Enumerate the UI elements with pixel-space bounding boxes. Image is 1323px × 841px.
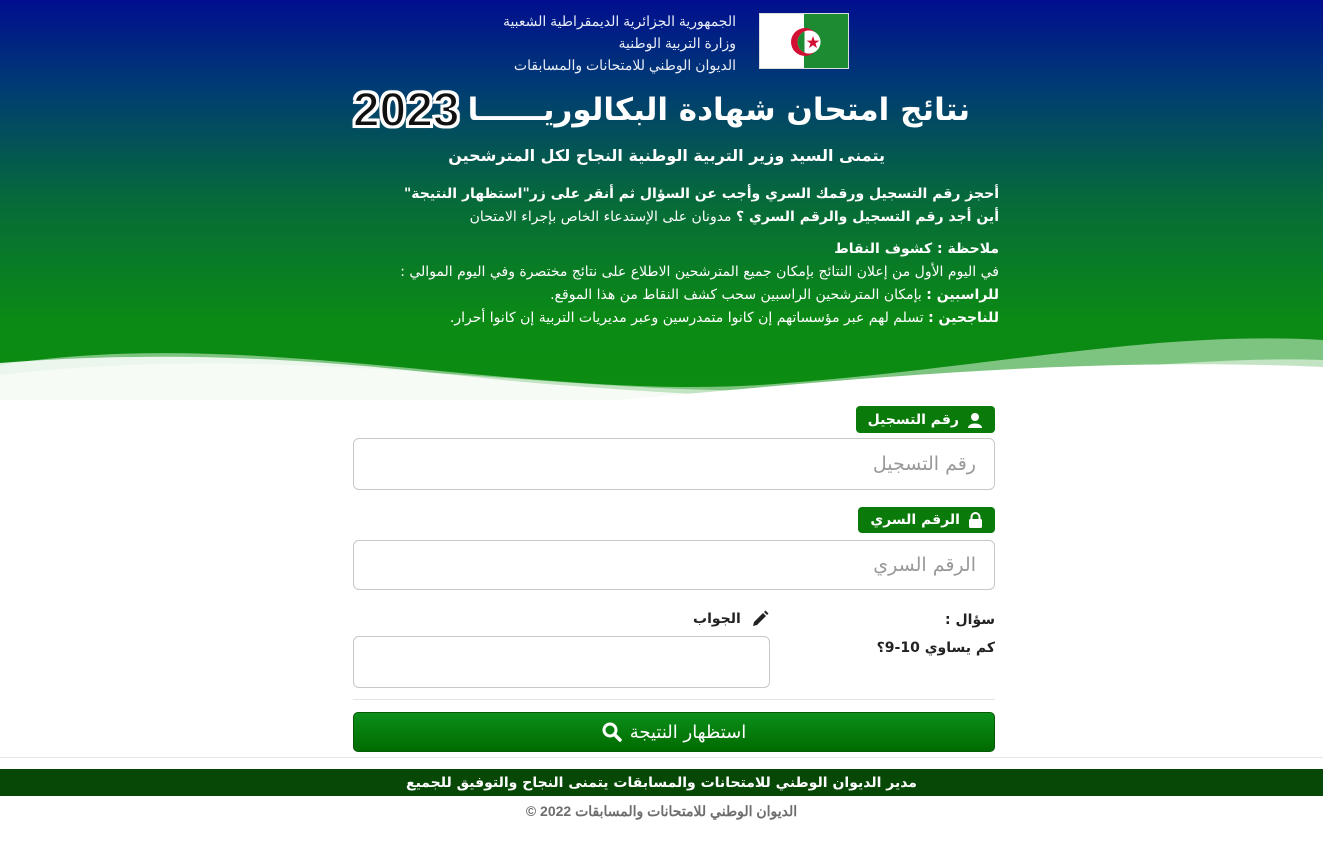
instruction-line	[199, 206, 999, 229]
note-line	[199, 284, 999, 307]
question-label: سؤال :	[945, 612, 995, 628]
registration-label-badge	[856, 406, 995, 433]
page-title-year: 2023	[352, 83, 460, 137]
answer-input[interactable]	[353, 636, 770, 688]
ministry-line: وزارة التربية الوطنية	[618, 35, 736, 51]
user-icon	[967, 412, 983, 428]
answer-label: الجواب	[693, 611, 741, 627]
ministry-line: الديوان الوطني للامتحانات والمسابقات	[513, 57, 736, 73]
registration-number-input[interactable]	[353, 438, 995, 490]
note-failed-label: للراسبين :	[926, 287, 999, 303]
algeria-flag-image	[759, 13, 849, 69]
header-wave-decoration	[0, 325, 1323, 400]
secret-number-input[interactable]	[353, 540, 995, 590]
page-title-text: نتائج امتحان شهادة البكالوريــــــا	[467, 92, 970, 128]
page-divider	[0, 757, 1323, 758]
note-passed-text: تسلم لهم عبر مؤسساتهم إن كانوا متمدرسين وعبر مديريات التربية إن كانوا أحرار.	[449, 310, 929, 326]
search-icon	[602, 722, 622, 742]
ministry-line: الجمهورية الجزائرية الديمقراطية الشعبية	[502, 13, 736, 29]
secret-label-badge	[858, 507, 995, 533]
page-title	[330, 80, 970, 140]
registration-label: رقم التسجيل	[867, 411, 959, 428]
instructions-block	[199, 183, 999, 330]
page-header	[0, 0, 1323, 400]
congrats-text: يتمنى السيد وزير التربية الوطنية النجاح لكل المترشحين	[448, 146, 885, 165]
footer-message-bar	[0, 769, 1323, 796]
note-failed-text: بإمكان المترشحين الراسبين سحب كشف النقاط من هذا الموقع.	[550, 287, 927, 303]
instruction-line: أحجز رقم التسجيل ورقمك السري وأجب عن السؤال ثم أنقر على زر"استظهار النتيجة"	[404, 186, 999, 202]
note-title: ملاحظة : كشوف النقاط	[834, 241, 999, 257]
secret-label: الرقم السري	[870, 512, 960, 528]
question-text: كم يساوي 10-9؟	[876, 640, 995, 656]
note-passed-label: للناجحين :	[928, 310, 999, 326]
show-result-button[interactable]	[353, 712, 995, 752]
lock-icon	[968, 512, 983, 528]
instruction-where-text: مدونان على الإستدعاء الخاص بإجراء الامتحان	[469, 209, 737, 225]
note-line: في اليوم الأول من إعلان النتائج بإمكان جميع المترشحين الاطلاع على نتائج مختصرة وفي اليوم الموالي :	[400, 264, 999, 280]
show-result-label: استظهار النتيجة	[629, 721, 747, 743]
ministry-text	[436, 10, 736, 76]
footer-message: مدير الديوان الوطني للامتحانات والمسابقات يتمنى النجاح والتوفيق للجميع	[406, 774, 917, 791]
pencil-icon	[751, 610, 769, 628]
instruction-where-label: أين أجد رقم التسجيل والرقم السري ؟	[736, 209, 999, 225]
answer-label-group	[693, 610, 769, 628]
form-divider	[353, 699, 995, 700]
copyright-text: الديوان الوطني للامتحانات والمسابقات 2022 ©	[525, 803, 798, 819]
